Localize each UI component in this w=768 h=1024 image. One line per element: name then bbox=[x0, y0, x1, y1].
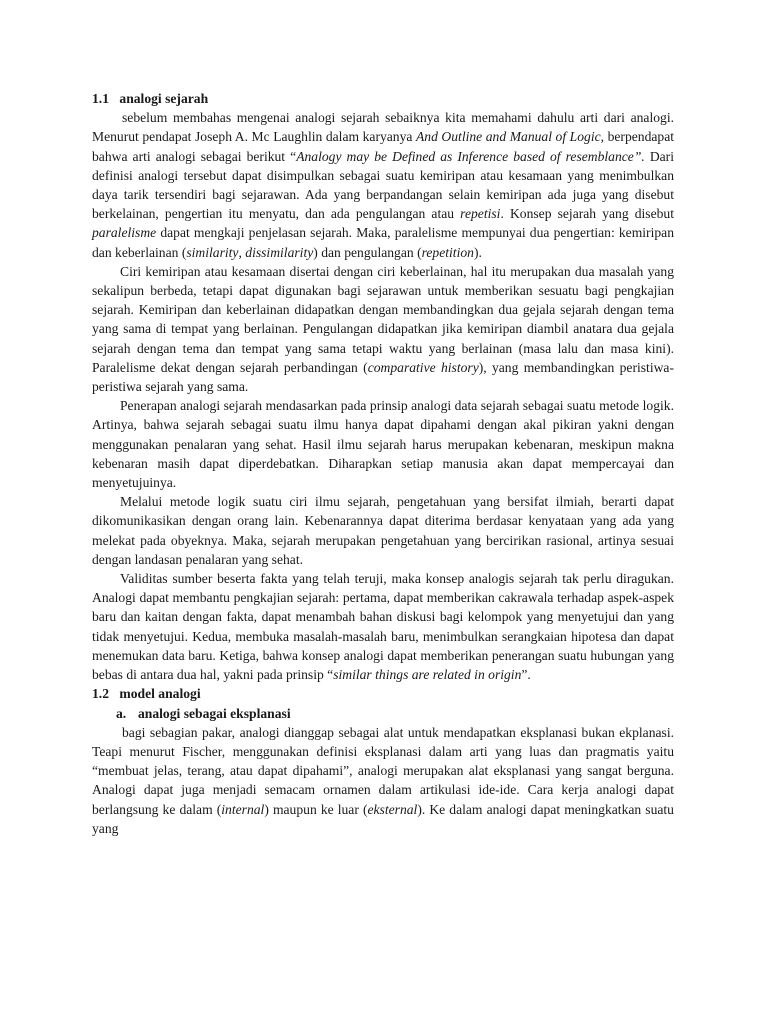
section-title: analogi sejarah bbox=[119, 91, 209, 106]
text-run: berpendapat bahwa arti analogi sebagai berikut “ bbox=[92, 129, 675, 164]
paragraph-4: Melalui metode logik suatu ciri ilmu sejarah, pengetahuan yang bersifat ilmiah, berarti dapat dikomunikasikan dengan orang lain. Kebenarannya dapat diterima berdasar kenyataan yang ada yang melekat pada obyeknya. Maka, sejarah merupakan pengetahuan yang bercirikan rasional, artinya sesuai dengan landasan penalaran yang sehat. bbox=[92, 494, 674, 567]
paragraph-3: Penerapan analogi sejarah mendasarkan pada prinsip analogi data sejarah sebagai suatu metode logik. Artinya, bahwa sejarah sebagai suatu ilmu hanya dapat dipahami dengan akal pikiran yakni dengan menggunakan penalaran yang sehat. Hasil ilmu sejarah harus merupakan kebenaran, meskipun makna kebenaran masih dapat diperdebatkan. Diharapkan setiap manusia akan dapat mempercayai dan menyetujuinya. bbox=[92, 398, 674, 491]
italic-text: And Outline and Manual of Logic, bbox=[415, 129, 605, 145]
subheading-a bbox=[92, 704, 674, 723]
italic-text: internal bbox=[221, 801, 265, 817]
list-marker: a. bbox=[116, 705, 127, 721]
text-run: dapat mengkaji penjelasan sejarah. Maka, paralelisme mempunyai dua pengertian: kemiripan dan keberlainan ( bbox=[92, 225, 674, 260]
paragraph-1 bbox=[92, 108, 674, 262]
text-run: Ciri kemiripan atau kesamaan disertai dengan ciri keberlainan, hal itu merupakan dua masalah yang sekalipun berbeda, tetapi dapat digunakan bagi sejarawan untuk memberikan sesuatu bagi pengkajian sejarah. Kemiripan dan keberlainan didapatkan dengan membandingkan dua gejala sejarah dengan tema yang sama di tempat yang berlainan. Pengulangan didapatkan jika kemiripan diambil anatara dua gejala sejarah dengan tema dan tempat yang sama tetapi waktu yang berlainan (masa lalu dan masa kini). Paralelisme dekat dengan sejarah perbandingan ( bbox=[92, 263, 674, 375]
italic-text: eksternal bbox=[367, 801, 418, 817]
text-run: ). Ke dalam analogi dapat meningkatkan suatu yang bbox=[92, 801, 674, 836]
text-run: Validitas sumber beserta fakta yang telah teruji, maka konsep analogis sejarah tak perlu diragukan. Analogi dapat membantu pengkajian sejarah: pertama, dapat memberikan cakrawala terhadap aspek-aspek baru dan kaitan dengan fakta, dapat menambah bahan diskusi bagi kelompok yang menyetujui dan yang tidak menyetujui. Kedua, membuka masalah-masalah baru, menimbulkan serangkaian hipotesa dan dapat menemukan data baru. Ketiga, bahwa konsep analogi dapat memberikan penerangan suatu hubungan yang bebas di antara dua hal, yakni pada prinsip “ bbox=[92, 571, 674, 683]
italic-quote: similar things are related in origin bbox=[333, 667, 522, 683]
italic-text: repetition bbox=[421, 244, 474, 260]
section-number: 1.2 bbox=[92, 686, 109, 702]
text-run: ) maupun ke luar ( bbox=[264, 801, 368, 817]
paragraph-2 bbox=[92, 262, 674, 396]
text-run: ). bbox=[473, 244, 482, 260]
italic-quote: Analogy may be Defined as Inference based of resemblance”. bbox=[296, 148, 645, 164]
text-run: , bbox=[238, 244, 246, 260]
italic-text: comparative history bbox=[367, 359, 479, 375]
paragraph-6 bbox=[92, 723, 674, 838]
text-run: Dari definisi analogi tersebut dapat disimpulkan sebagai suatu kemiripan atau kesamaan yang menimbulkan daya tarik tersendiri bagi sejarawan. Ada yang berpandangan selain kemiripan ada juga yang disebut berkelainan, pengertian itu menyatu, dan ada pengulangan atau bbox=[92, 148, 674, 222]
section-number: 1.1 bbox=[92, 91, 109, 106]
italic-text: paralelisme bbox=[92, 225, 157, 241]
italic-text: similarity bbox=[186, 244, 239, 260]
text-run: ) dan pengulangan ( bbox=[313, 244, 422, 260]
subheading-title: analogi sebagai eksplanasi bbox=[138, 705, 291, 721]
text-run: bagi sebagian pakar, analogi dianggap sebagai alat untuk mendapatkan eksplanasi bukan ekplanasi. Teapi menurut Fischer, menggunakan definisi eksplanasi dalam arti yang luas dan pragmatis yaitu “membuat jelas, terang, atau dapat dipahami”, analogi merupakan alat eksplanasi yang sangat berguna. Analogi dapat juga menjadi semacam ornamen dalam artikulasi ide-ide. Cara kerja analogi dapat berlangsung ke dalam ( bbox=[92, 724, 674, 817]
text-run: . Konsep sejarah yang disebut bbox=[500, 206, 674, 222]
text-run: ”. bbox=[521, 667, 531, 683]
text-run: sebelum membahas mengenai analogi sejarah sebaiknya kita memahami dahulu arti dari analogi. Menurut pendapat Joseph A. Mc Laughlin dalam karyanya bbox=[92, 110, 674, 145]
paragraph-5 bbox=[92, 569, 674, 684]
italic-text: repetisi bbox=[460, 206, 501, 222]
text-run: ), yang membandingkan peristiwa-peristiwa sejarah yang sama. bbox=[92, 359, 674, 395]
section-heading-1-2 bbox=[92, 684, 674, 703]
italic-text: dissimilarity bbox=[245, 244, 314, 260]
section-title: model analogi bbox=[119, 686, 201, 702]
section-heading-1-1 bbox=[92, 89, 674, 108]
